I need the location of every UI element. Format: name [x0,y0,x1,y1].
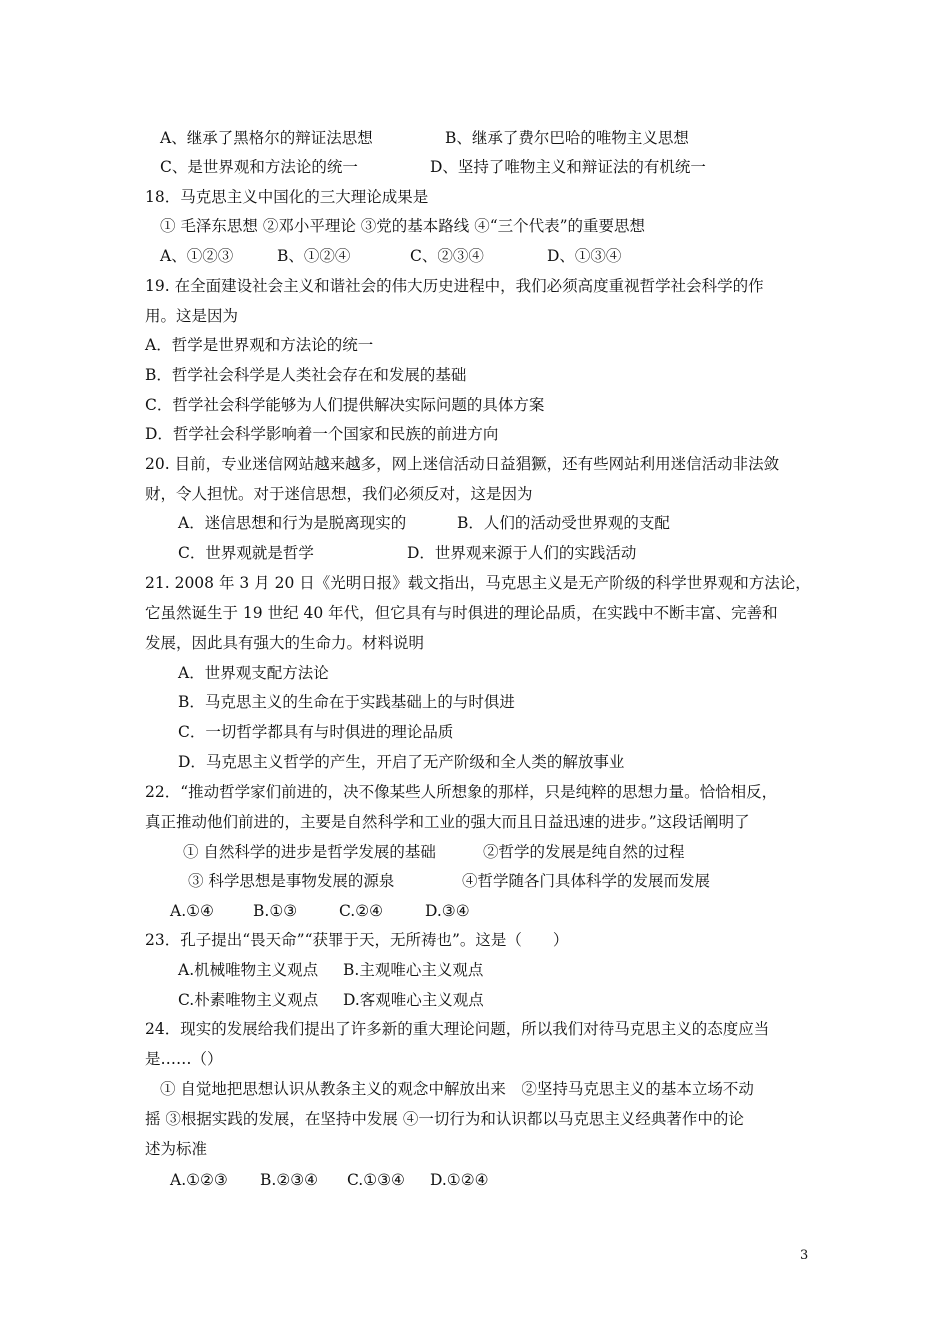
q24-option-c: C.①③④ [347,1171,405,1189]
page-number: 3 [800,1248,809,1263]
q24-items-line2: 摇 ③根据实践的发展，在坚持中发展 ④一切行为和认识都以马克思主义经典著作中的论 [145,1110,744,1128]
q17-option-a: A、继承了黑格尔的辩证法思想 [160,129,373,147]
q22-stem-line1: 22．“推动哲学家们前进的，决不像某些人所想象的那样，只是纯粹的思想力量。恰恰相反， [145,783,778,801]
q21-stem-line2: 它虽然诞生于 19 世纪 40 年代，但它具有与时俱进的理论品质，在实践中不断丰富、完善和 [145,604,778,622]
q24-items-line3: 述为标准 [145,1140,208,1158]
q19-stem-line1: 19. 在全面建设社会主义和谐社会的伟大历史进程中，我们必须高度重视哲学社会科学的作 [145,277,764,295]
q18-option-b: B、①②④ [277,247,351,265]
q23-stem: 23．孔子提出“畏天命”“获罪于天，无所祷也”。这是（ ） [145,931,569,949]
q20-option-d: D．世界观来源于人们的实践活动 [407,544,637,562]
q23-option-a: A.机械唯物主义观点 [178,961,319,979]
q21-option-a: A．世界观支配方法论 [178,664,329,682]
q17-option-b: B、继承了费尔巴哈的唯物主义思想 [445,129,689,147]
q23-option-d: D.客观唯心主义观点 [343,991,484,1009]
q22-item-3: ③ 科学思想是事物发展的源泉 [188,872,395,890]
q21-option-b: B．马克思主义的生命在于实践基础上的与时俱进 [178,693,515,711]
q20-stem-line1: 20. 目前，专业迷信网站越来越多，网上迷信活动日益猖獗，还有些网站利用迷信活动非法敛 [145,455,780,473]
q22-item-2: ②哲学的发展是纯自然的过程 [483,843,685,861]
q23-option-b: B.主观唯心主义观点 [343,961,484,979]
q21-stem-line3: 发展，因此具有强大的生命力。材料说明 [145,634,425,652]
q22-item-4: ④哲学随各门具体科学的发展而发展 [462,872,711,890]
q21-stem-line1: 21. 2008 年 3 月 20 日《光明日报》载文指出，马克思主义是无产阶级的科学世界观和方法论， [145,574,811,592]
q23-option-c: C.朴素唯物主义观点 [178,991,319,1009]
q19-option-c: C．哲学社会科学能够为人们提供解决实际问题的具体方案 [145,396,545,414]
q18-option-a: A、①②③ [160,247,234,265]
q18-stem: 18．马克思主义中国化的三大理论成果是 [145,188,429,206]
q24-option-a: A.①②③ [170,1171,228,1189]
q22-option-b: B.①③ [253,902,298,920]
q18-items: ① 毛泽东思想 ②邓小平理论 ③党的基本路线 ④“三个代表”的重要思想 [160,217,646,235]
q22-option-a: A.①④ [170,902,214,920]
q20-option-b: B．人们的活动受世界观的支配 [457,514,670,532]
q19-option-b: B．哲学社会科学是人类社会存在和发展的基础 [145,366,467,384]
q22-item-1: ① 自然科学的进步是哲学发展的基础 [183,843,436,861]
q24-stem-line2: 是……（） [145,1050,223,1068]
q22-option-d: D.③④ [425,902,470,920]
q19-option-d: D．哲学社会科学影响着一个国家和民族的前进方向 [145,425,499,443]
q18-option-d: D、①③④ [547,247,622,265]
q24-option-b: B.②③④ [260,1171,319,1189]
q19-stem-line2: 用。这是因为 [145,307,239,325]
q17-option-d: D、坚持了唯物主义和辩证法的有机统一 [430,158,706,176]
q24-option-d: D.①②④ [430,1171,489,1189]
q20-stem-line2: 财，令人担忧。对于迷信思想，我们必须反对，这是因为 [145,485,533,503]
q18-option-c: C、②③④ [410,247,484,265]
q24-stem-line1: 24．现实的发展给我们提出了许多新的重大理论问题，所以我们对待马克思主义的态度应当 [145,1020,770,1038]
q21-option-c: C．一切哲学都具有与时俱进的理论品质 [178,723,454,741]
q20-option-a: A．迷信思想和行为是脱离现实的 [178,514,407,532]
q17-option-c: C、是世界观和方法论的统一 [160,158,358,176]
q19-option-a: A．哲学是世界观和方法论的统一 [145,336,374,354]
q22-stem-line2: 真正推动他们前进的，主要是自然科学和工业的强大而且日益迅速的进步。”这段话阐明了 [145,813,750,831]
q22-option-c: C.②④ [339,902,384,920]
q21-option-d: D．马克思主义哲学的产生，开启了无产阶级和全人类的解放事业 [178,753,625,771]
q20-option-c: C．世界观就是哲学 [178,544,314,562]
q24-items-line1: ① 自觉地把思想认识从教条主义的观念中解放出来 ②坚持马克思主义的基本立场不动 [160,1080,754,1098]
